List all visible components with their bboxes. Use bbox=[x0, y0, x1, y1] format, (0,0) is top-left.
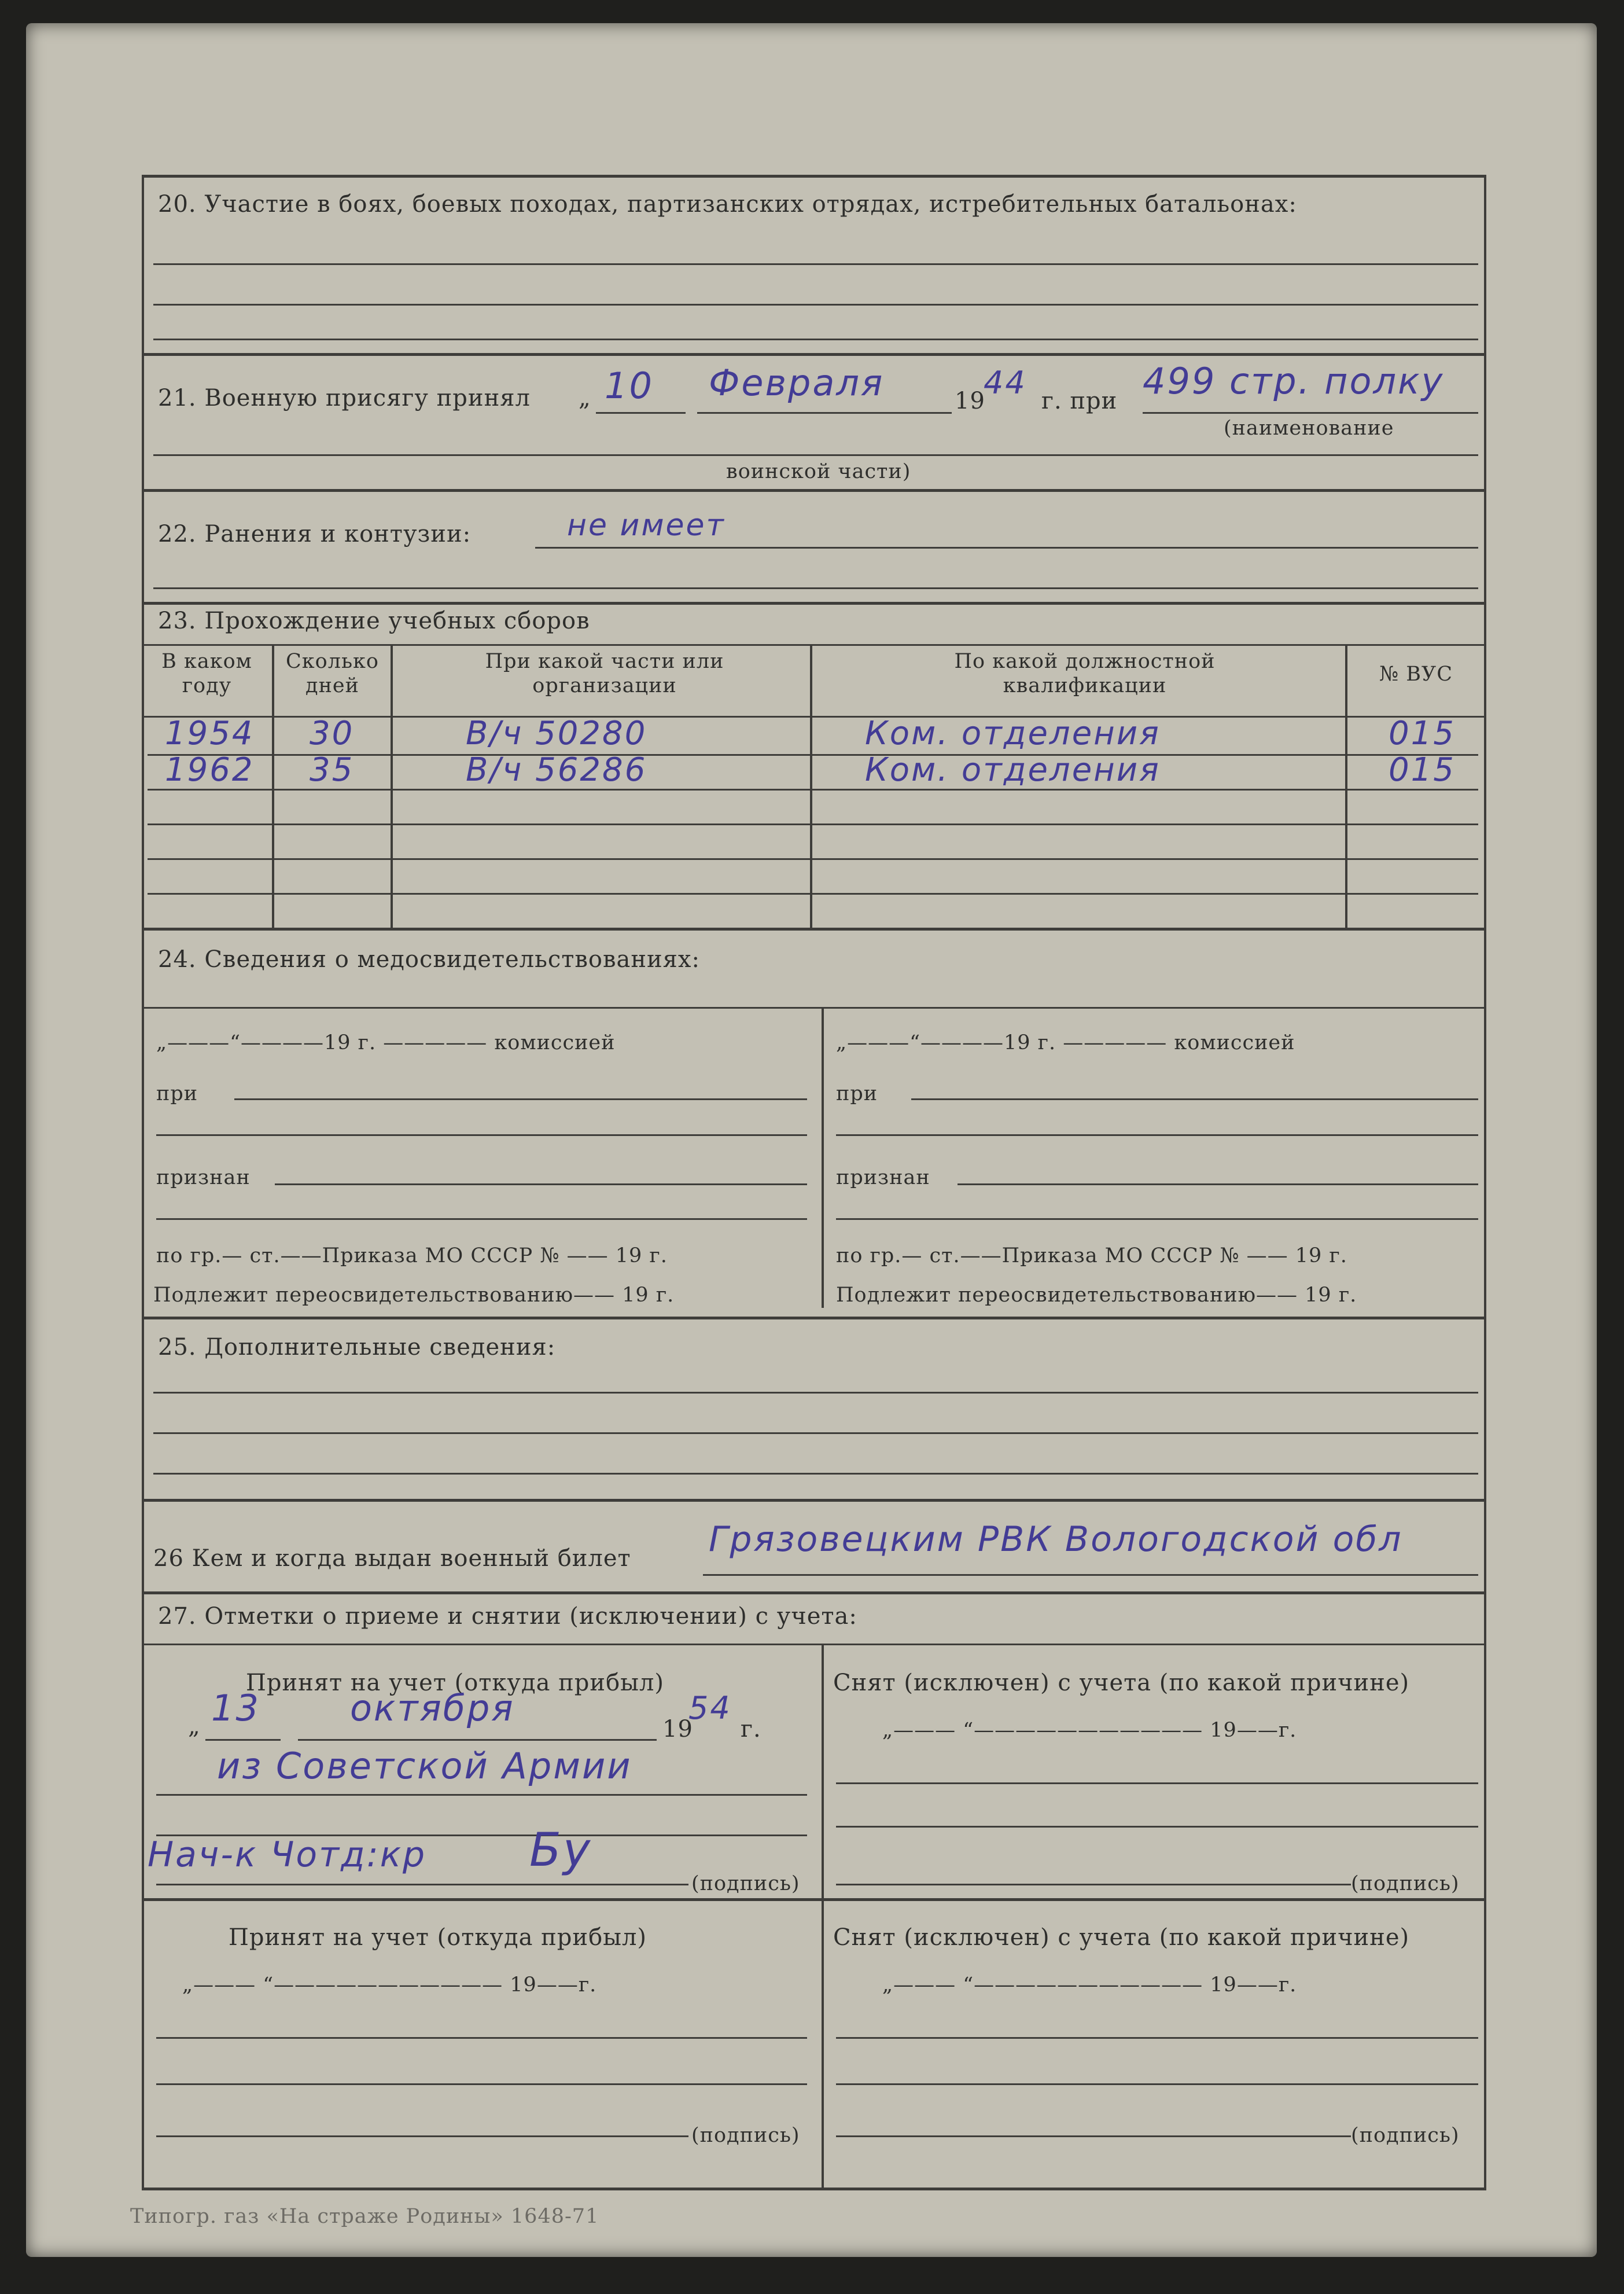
row1-days: 30 bbox=[310, 715, 355, 752]
rule bbox=[703, 1574, 1478, 1576]
table-rule bbox=[148, 789, 1478, 791]
podpis-caption: (подпись) bbox=[1351, 1872, 1460, 1895]
rule bbox=[156, 2037, 807, 2039]
accept-date-2: „——— “——————————— 19——г. bbox=[182, 1973, 597, 1997]
row2-unit: В/ч 56286 bbox=[466, 751, 647, 789]
rule bbox=[836, 1884, 1351, 1885]
remove-title: Снят (исключен) с учета (по какой причине) bbox=[833, 1670, 1410, 1696]
accept-signature: Нач-к Чотд:кр bbox=[148, 1835, 427, 1875]
accept-quote: „ bbox=[188, 1713, 201, 1740]
rule bbox=[836, 2037, 1478, 2039]
frame-bottom bbox=[142, 2188, 1486, 2190]
frame-left bbox=[142, 175, 144, 2189]
section-divider bbox=[142, 602, 1486, 605]
section-27-mid bbox=[142, 1898, 1486, 1901]
row1-qual: Ком. отделения bbox=[865, 715, 1161, 752]
military-id-issuer: Грязовецким РВК Вологодской обл bbox=[709, 1519, 1403, 1560]
rule bbox=[153, 1392, 1478, 1394]
rule bbox=[234, 1098, 807, 1100]
section-divider bbox=[142, 928, 1486, 931]
month-underline bbox=[697, 412, 952, 414]
table-rule bbox=[148, 824, 1478, 825]
rule bbox=[156, 2135, 688, 2137]
rule bbox=[275, 1183, 807, 1185]
document-sheet bbox=[26, 23, 1597, 2257]
rule bbox=[153, 263, 1478, 265]
col-header-vus: № ВУС bbox=[1379, 663, 1453, 686]
rule bbox=[156, 1134, 807, 1136]
rule bbox=[205, 1739, 281, 1741]
row2-year: 1962 bbox=[165, 751, 255, 789]
accept-year-prefix: 19 bbox=[662, 1716, 693, 1742]
g-pri: г. при bbox=[1041, 388, 1118, 414]
frame-right bbox=[1484, 175, 1486, 2189]
podpis-caption: (подпись) bbox=[1351, 2124, 1460, 2147]
col-header-year: В каком году bbox=[161, 650, 252, 697]
oath-month: Февраля bbox=[709, 362, 885, 404]
rule bbox=[535, 547, 1478, 549]
rule bbox=[836, 1134, 1478, 1136]
rule bbox=[156, 1794, 807, 1796]
unit-underline bbox=[1143, 412, 1478, 414]
rule bbox=[156, 1884, 688, 1885]
table-top bbox=[142, 644, 1486, 646]
rule bbox=[836, 1218, 1478, 1220]
med-right-po-gr: по гр.— ст.——Приказа МО СССР № —— 19 г. bbox=[836, 1244, 1347, 1267]
section-divider bbox=[142, 1317, 1486, 1319]
table-col-divider bbox=[810, 644, 812, 928]
section-21-label: 21. Военную присягу принял bbox=[158, 385, 531, 411]
section-26-label: 26 Кем и когда выдан военный билет bbox=[153, 1545, 631, 1572]
remove-title-2: Снят (исключен) с учета (по какой причине) bbox=[833, 1924, 1410, 1951]
med-right-podlezhit: Подлежит переосвидетельствованию—— 19 г. bbox=[836, 1284, 1357, 1307]
med-left-podlezhit: Подлежит переосвидетельствованию—— 19 г. bbox=[153, 1284, 675, 1307]
year-prefix: 19 bbox=[955, 388, 985, 414]
signature-mark: Бу bbox=[529, 1823, 592, 1877]
section-divider bbox=[142, 489, 1486, 492]
table-col-divider bbox=[391, 644, 393, 928]
row2-qual: Ком. отделения bbox=[865, 751, 1161, 789]
rule bbox=[153, 1473, 1478, 1475]
row1-year: 1954 bbox=[165, 715, 255, 752]
med-right-pri: при bbox=[836, 1082, 878, 1105]
podpis-caption: (подпись) bbox=[691, 1872, 800, 1895]
rule bbox=[153, 587, 1478, 589]
remove-date: „——— “——————————— 19——г. bbox=[882, 1719, 1297, 1742]
accept-year: 54 bbox=[688, 1690, 732, 1726]
med-right-priznan: признан bbox=[836, 1166, 930, 1189]
day-underline bbox=[596, 412, 686, 414]
table-col-divider bbox=[272, 644, 274, 928]
row2-vus: 015 bbox=[1389, 751, 1456, 789]
section-24-divider bbox=[822, 1007, 824, 1308]
rule bbox=[153, 304, 1478, 306]
remove-date-2: „——— “——————————— 19——г. bbox=[882, 1973, 1297, 1997]
rule bbox=[153, 339, 1478, 340]
row2-days: 35 bbox=[310, 751, 355, 789]
table-col-divider bbox=[1345, 644, 1347, 928]
med-left-commission: „———“————19 г. ————— комиссией bbox=[156, 1031, 616, 1054]
rule bbox=[836, 1782, 1478, 1784]
med-left-pri: при bbox=[156, 1082, 198, 1105]
section-25-label: 25. Дополнительные сведения: bbox=[158, 1334, 556, 1361]
accept-g: г. bbox=[741, 1716, 761, 1742]
oath-unit: 499 стр. полку bbox=[1143, 360, 1445, 402]
table-rule bbox=[148, 858, 1478, 860]
section-27-label: 27. Отметки о приеме и снятии (исключении) с учета: bbox=[158, 1603, 857, 1630]
med-left-priznan: признан bbox=[156, 1166, 251, 1189]
col-header-days: Сколько дней bbox=[286, 650, 379, 697]
wounds-value: не имеет bbox=[567, 508, 726, 543]
rule bbox=[156, 2083, 807, 2085]
rule bbox=[153, 454, 1478, 456]
quote-open: „ bbox=[579, 385, 591, 411]
rule bbox=[298, 1739, 657, 1741]
section-24-label: 24. Сведения о медосвидетельствованиях: bbox=[158, 946, 700, 973]
accept-day: 13 bbox=[211, 1687, 260, 1729]
podpis-caption: (подпись) bbox=[691, 2124, 800, 2147]
section-23-label: 23. Прохождение учебных сборов bbox=[158, 608, 590, 634]
rule bbox=[153, 1432, 1478, 1434]
section-divider bbox=[142, 1591, 1486, 1594]
rule bbox=[156, 1218, 807, 1220]
accept-left-title: Принят на учет (откуда прибыл) bbox=[246, 1670, 665, 1696]
printer-imprint: Типогр. газ «На страже Родины» 1648-71 bbox=[130, 2205, 599, 2228]
col-header-qual: По какой должностной квалификации bbox=[954, 650, 1216, 697]
section-22-label: 22. Ранения и контузии: bbox=[158, 521, 472, 547]
rule bbox=[958, 1183, 1478, 1185]
oath-year: 44 bbox=[984, 365, 1027, 401]
row1-vus: 015 bbox=[1389, 715, 1456, 752]
frame-top bbox=[142, 175, 1486, 178]
rule bbox=[911, 1098, 1478, 1100]
med-left-po-gr: по гр.— ст.——Приказа МО СССР № —— 19 г. bbox=[156, 1244, 668, 1267]
rule bbox=[836, 2083, 1478, 2085]
naim-caption: (наименование bbox=[1224, 417, 1394, 440]
accept-left-title-2: Принят на учет (откуда прибыл) bbox=[229, 1924, 647, 1951]
accept-month: октября bbox=[350, 1687, 515, 1729]
section-20-label: 20. Участие в боях, боевых походах, партизанских отрядах, истребительных батальонах: bbox=[158, 191, 1297, 218]
section-27-rule bbox=[142, 1644, 1486, 1645]
vch-caption: воинской части) bbox=[726, 460, 911, 483]
section-divider bbox=[142, 1499, 1486, 1502]
section-27-divider bbox=[822, 1644, 824, 2188]
section-divider bbox=[142, 353, 1486, 356]
section-24-rule bbox=[142, 1007, 1486, 1009]
accept-from: из Советской Армии bbox=[217, 1745, 632, 1787]
rule bbox=[836, 2135, 1351, 2137]
rule bbox=[836, 1826, 1478, 1828]
row1-unit: В/ч 50280 bbox=[466, 715, 647, 752]
oath-day: 10 bbox=[605, 365, 654, 407]
col-header-unit: При какой части или организации bbox=[485, 650, 724, 697]
med-right-commission: „———“————19 г. ————— комиссией bbox=[836, 1031, 1295, 1054]
table-rule bbox=[148, 893, 1478, 895]
